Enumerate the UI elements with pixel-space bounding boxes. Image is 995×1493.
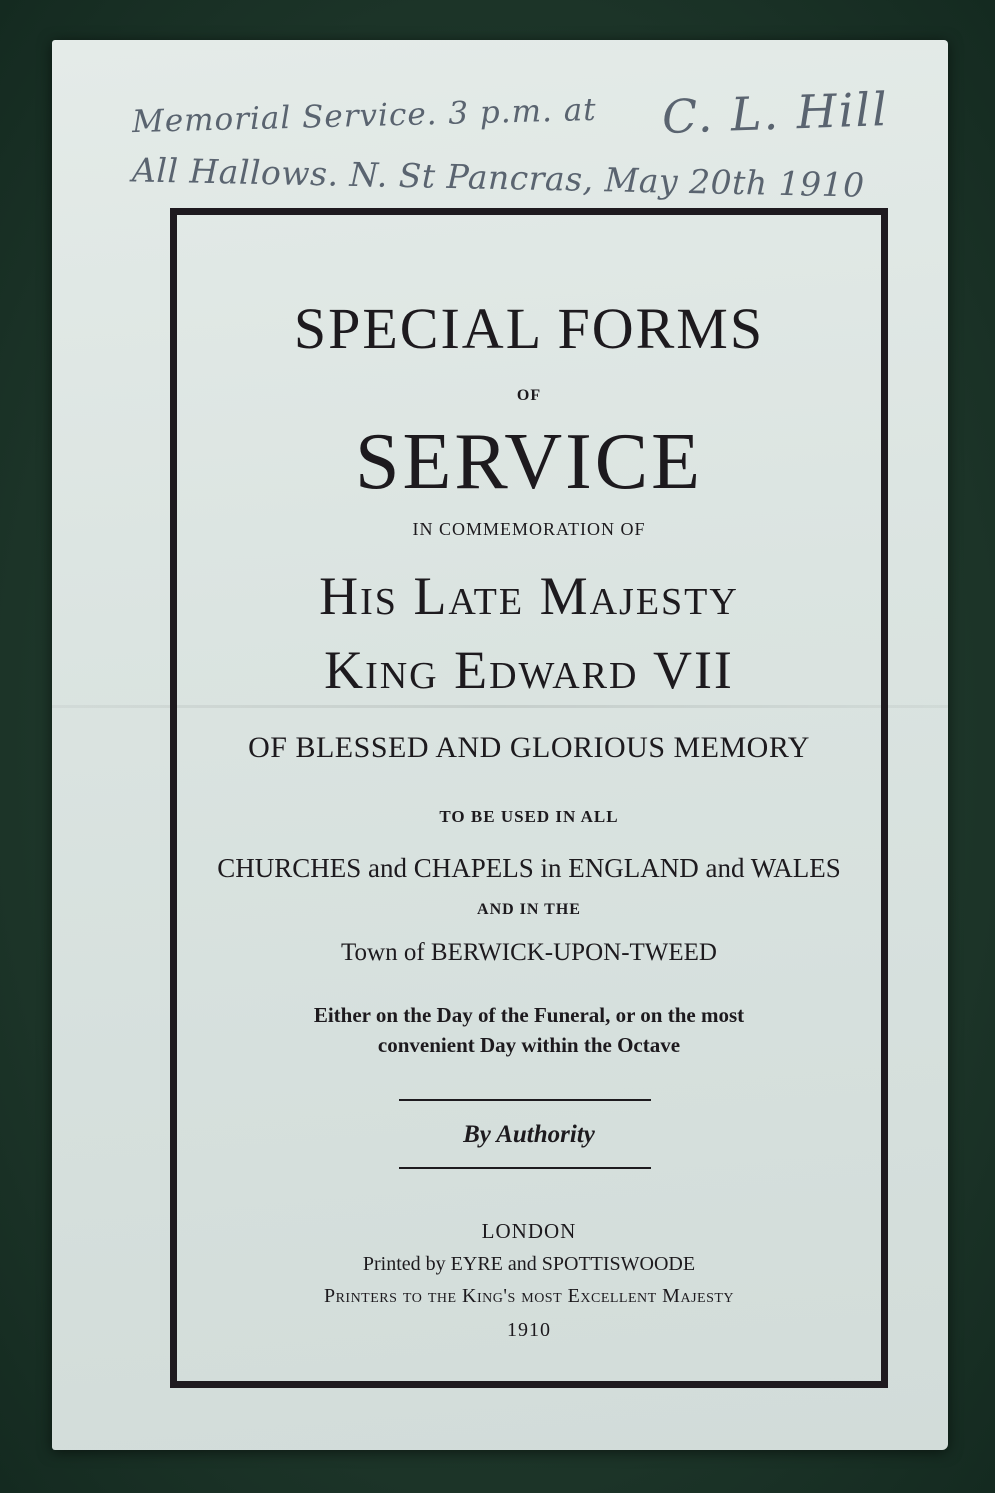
divider-rule-bottom — [399, 1167, 651, 1169]
pamphlet-page — [52, 40, 948, 1450]
imprint-london: LONDON — [481, 1219, 577, 1243]
text-to-be-used: TO BE USED IN ALL — [439, 807, 619, 826]
handwritten-signature: C. L. Hill — [661, 82, 890, 144]
heading-special-forms: SPECIAL FORMS — [293, 296, 765, 361]
handwritten-note-line-2: All Hallows. N. St Pancras, May 20th 1910 — [131, 150, 866, 205]
imprint-year: 1910 — [507, 1319, 551, 1341]
heading-his-late-majesty: His Late Majesty — [319, 566, 739, 626]
handwritten-note-line-1: Memorial Service. 3 p.m. at — [131, 91, 598, 141]
text-either-line-1: Either on the Day of the Funeral, or on the most — [313, 1003, 745, 1027]
divider-rule-top — [399, 1099, 651, 1101]
text-blessed-memory: OF BLESSED AND GLORIOUS MEMORY — [248, 731, 810, 764]
title-border-frame — [170, 208, 888, 1388]
title-page-content — [177, 215, 881, 1381]
text-by-authority: By Authority — [463, 1121, 595, 1148]
imprint-printers-to-king: Printers to the King's most Excellent Majesty — [323, 1285, 735, 1307]
heading-of: OF — [516, 387, 542, 404]
heading-service: SERVICE — [355, 418, 703, 506]
text-town-berwick: Town of BERWICK-UPON-TWEED — [341, 939, 717, 966]
text-either-line-2: convenient Day within the Octave — [377, 1033, 681, 1057]
text-churches-chapels: CHURCHES and CHAPELS in ENGLAND and WALES — [217, 853, 841, 883]
imprint-printed-by: Printed by EYRE and SPOTTISWOODE — [362, 1253, 696, 1275]
heading-king-edward: King Edward VII — [324, 640, 734, 700]
text-and-in-the: AND IN THE — [477, 901, 581, 918]
text-in-commemoration: IN COMMEMORATION OF — [412, 519, 646, 539]
